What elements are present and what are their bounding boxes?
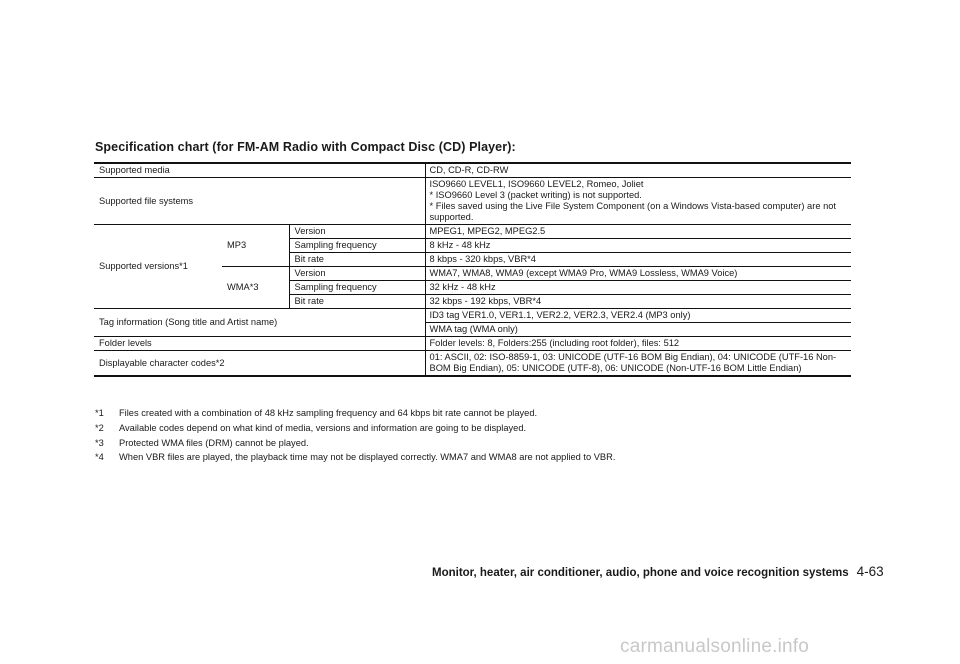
- row-label: Displayable character codes*2: [99, 357, 225, 368]
- table-row: [94, 309, 851, 323]
- row-value: 01: ASCII, 02: ISO-8859-1, 03: UNICODE (UTF-16 BOM Big Endian), 04: UNICODE (UTF-16 Non-BOM Big Endian), 05: UNICODE (UTF-8), 06: UNICODE (Non-UTF-16 BOM Little Endian): [425, 351, 851, 377]
- row-value: 32 kbps - 192 kbps, VBR*4: [425, 295, 851, 309]
- row-label: Tag information (Song title and Artist name): [94, 309, 425, 337]
- watermark: carmanualsonline.info: [620, 636, 810, 657]
- page-footer: [432, 564, 884, 579]
- sub-label: Sampling frequency: [289, 281, 425, 295]
- footnote-text: Protected WMA files (DRM) cannot be played.: [119, 437, 309, 448]
- row-value: 8 kHz - 48 kHz: [425, 239, 851, 253]
- footnote: [95, 436, 875, 451]
- row-label: Supported media: [94, 163, 425, 178]
- row-label: Supported versions*1: [94, 225, 222, 309]
- page-heading: Specification chart (for FM-AM Radio with Compact Disc (CD) Player):: [95, 140, 516, 154]
- footnote-mark: *3: [95, 437, 104, 448]
- footnote-mark: *1: [95, 408, 104, 418]
- row-value: Folder levels: 8, Folders:255 (including root folder), files: 512: [425, 337, 851, 351]
- footnote: [95, 421, 875, 436]
- footnote-text: Available codes depend on what kind of media, versions and information are going to be displayed.: [119, 422, 527, 433]
- row-value: MPEG1, MPEG2, MPEG2.5: [425, 225, 851, 239]
- footnote-mark: *4: [95, 452, 104, 463]
- sub-label: Version: [289, 225, 425, 239]
- footnotes: [95, 406, 875, 465]
- group-label-wma: WMA*3: [222, 267, 289, 309]
- table-row: [94, 225, 851, 239]
- row-value: [425, 178, 851, 225]
- footnote-mark: *2: [95, 422, 104, 433]
- row-label: Folder levels: [94, 337, 425, 351]
- value-line: ISO9660 LEVEL1, ISO9660 LEVEL2, Romeo, Joliet: [429, 179, 644, 189]
- specification-table: [94, 162, 851, 377]
- sub-label: Bit rate: [289, 295, 425, 309]
- value-line: * ISO9660 Level 3 (packet writing) is not supported.: [429, 190, 642, 200]
- group-label-mp3: MP3: [222, 225, 289, 267]
- row-value: ID3 tag VER1.0, VER1.1, VER2.2, VER2.3, VER2.4 (MP3 only): [425, 309, 851, 323]
- section-title: Monitor, heater, air conditioner, audio, phone and voice recognition systems: [432, 567, 849, 579]
- row-value: WMA7, WMA8, WMA9 (except WMA9 Pro, WMA9 Lossless, WMA9 Voice): [425, 267, 851, 281]
- row-label: Supported file systems: [94, 178, 425, 225]
- value-line: * Files saved using the Live File System Component (on a Windows Vista-based computer) are not supported.: [429, 201, 837, 222]
- table-row: [94, 178, 851, 225]
- footnote: [95, 450, 875, 465]
- table-row: [94, 337, 851, 351]
- row-value: WMA tag (WMA only): [425, 323, 851, 337]
- table-row: [94, 163, 851, 178]
- sub-label: Bit rate: [289, 253, 425, 267]
- row-value: 32 kHz - 48 kHz: [425, 281, 851, 295]
- footnote-text: Files created with a combination of 48 kHz sampling frequency and 64 kbps bit rate cannot be played.: [119, 408, 538, 418]
- table-row: [94, 351, 851, 377]
- sub-label: Sampling frequency: [289, 239, 425, 253]
- footnote: [95, 406, 875, 421]
- row-value: CD, CD-R, CD-RW: [425, 163, 851, 178]
- sub-label: Version: [289, 267, 425, 281]
- footnote-text: When VBR files are played, the playback time may not be displayed correctly. WMA7 and WMA8 are not applied to VBR.: [119, 452, 616, 463]
- page-number: 4-63: [856, 564, 884, 579]
- row-value: 8 kbps - 320 kbps, VBR*4: [425, 253, 851, 267]
